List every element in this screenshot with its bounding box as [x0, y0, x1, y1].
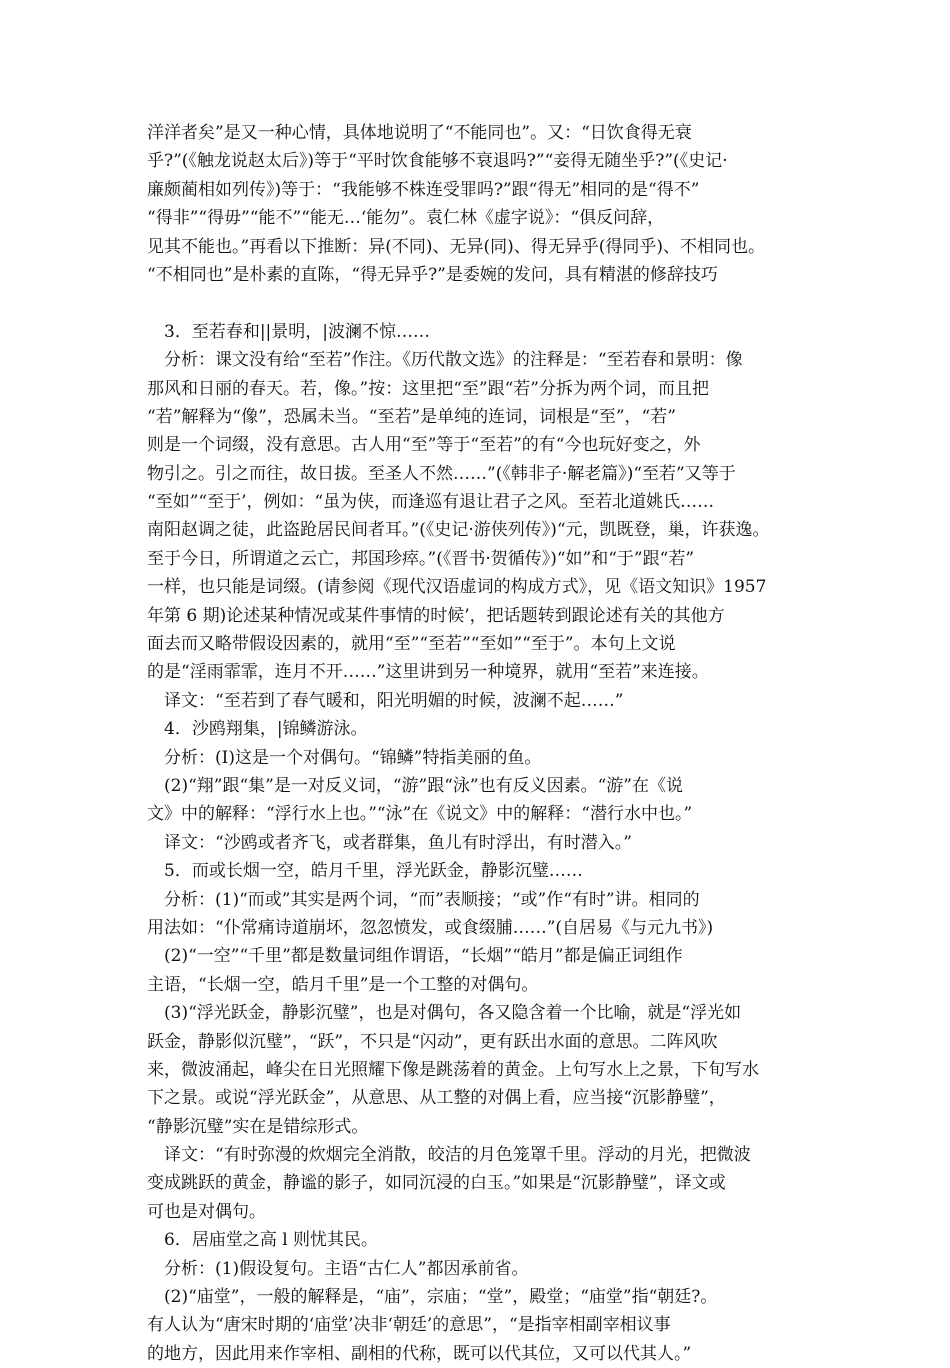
text-line: “静影沉璧”实在是错综形式。 — [147, 1116, 369, 1137]
text-line: 6．居庙堂之高 l 则忧其民。 — [147, 1230, 379, 1251]
text-line: 分析：(I)这是一个对偶句。“锦鳞”特指美丽的鱼。 — [147, 747, 542, 768]
text-line: 年第 6 期)论述某种情况或某件事情的时候’，把话题转到跟论述有关的其他方 — [147, 605, 725, 626]
text-line: 用法如：“仆常痛诗道崩坏，忽忽愤发，或食缀脯……”(自居易《与元九书》) — [147, 917, 714, 938]
text-line: 跃金，静影似沉璧”，“跃”，不只是“闪动”，更有跃出水面的意思。二阵风吹 — [147, 1031, 718, 1052]
text-line: 南阳赵调之徒，此盗跄居民间者耳。”(《史记·游侠列传》)“元，凯既登，巢，许获逸。 — [147, 520, 770, 541]
text-line: 下之景。或说“浮光跃金”，从意思、从工整的对偶上看，应当接“沉影静璧”， — [147, 1088, 726, 1109]
document-body — [147, 119, 807, 1368]
text-line: (2)“翔”跟“集”是一对反义词，“游”跟“泳”也有反义因素。“游”在《说 — [147, 775, 683, 796]
text-line: 一样，也只能是词缀。(请参阅《现代汉语虚词的构成方式》，见《语文知识》1957 — [147, 577, 767, 598]
text-line: “若”解释为“像”，恐属未当。“至若”是单纯的连词，词根是“至”，“若” — [147, 406, 676, 427]
text-line: 来，微波涌起，峰尖在日光照耀下像是跳荡着的黄金。上句写水上之景，下旬写水 — [147, 1059, 759, 1080]
text-line: 至于今日，所谓道之云亡，邦国珍瘁。”(《晋书·贺循传》)“如”和“于”跟“若” — [147, 548, 695, 569]
text-line: 洋洋者矣”是又一种心情，具体地说明了“不能同也”。又：“日饮食得无衰 — [147, 123, 692, 143]
text-line: 变成跳跃的黄金，静谧的影子，如同沉浸的白玉。”如果是“沉影静璧”，译文或 — [147, 1173, 726, 1194]
text-line: 则是一个词缀，没有意思。古人用“至”等于“至若”的有“今也玩好变之，外 — [147, 435, 701, 456]
text-line: 3．至若春和||景明，|波澜不惊…… — [147, 321, 430, 342]
text-line: 5．而或长烟一空，皓月千里，浮光跃金，静影沉璧…… — [147, 861, 583, 882]
text-line: 4．沙鸥翔集，|锦鳞游泳。 — [147, 719, 368, 740]
text-line: 那风和日丽的春天。若，像。”按：这里把“至”跟“若”分拆为两个词，而且把 — [147, 378, 709, 399]
text-line: 主语，“长烟一空，皓月千里”是一个工整的对偶句。 — [147, 974, 539, 995]
text-line: 的地方，因此用来作宰相、副相的代称，既可以代其位，又可以代其人。” — [147, 1343, 692, 1364]
text-line: 分析：(1)“而或”其实是两个词，“而”表顺接；“或”作“有时”讲。相同的 — [147, 889, 700, 910]
text-line: 有人认为“唐宋时期的‘庙堂’决非‘朝廷’的意思”，“是指宰相副宰相议事 — [147, 1315, 671, 1336]
text-line: 的是“淫雨霏霏，连月不开……”这里讲到另一种境界，就用“至若”来连接。 — [147, 662, 709, 683]
text-line: (3)“浮光跃金，静影沉璧”，也是对偶句，各又隐含着一个比喻，就是“浮光如 — [147, 1003, 742, 1024]
text-line: 分析：(1)假设复句。主语“古仁人”都因承前省。 — [147, 1258, 529, 1279]
text-line: 文》中的解释：“浮行水上也。”“泳”在《说文》中的解释：“潜行水中也。” — [147, 804, 693, 825]
text-line: 译文：“沙鸥或者齐飞，或者群集，鱼儿有时浮出，有时潜入。” — [147, 832, 632, 853]
paragraph-gap — [147, 289, 807, 317]
text-line: “得非”“得毋”“能不”“能无…‘能勿”。袁仁林《虚字说》：“俱反问辞， — [147, 208, 665, 229]
text-line: 廉颇蔺相如列传》)等于：“我能够不株连受罪吗?”跟“得无”相同的是“得不” — [147, 179, 700, 200]
text-line: 乎?”(《触龙说赵太后》)等于“平时饮食能够不衰退吗?”“妾得无随坐乎?”(《史记· — [147, 151, 728, 172]
text-line: 见其不能也。”再看以下推断：异(不同)、无异(同)、得无异乎(得同乎)、不相同也。 — [147, 236, 765, 257]
text-line: 译文：“至若到了春气暖和，阳光明媚的时候，波澜不起……” — [147, 690, 624, 711]
text-line: “至如”“至于’，例如：“虽为侠，而逢巡有退让君子之风。至若北道姚氏…… — [147, 492, 715, 513]
text-line: 面去而又略带假设因素的，就用“至”“至若”“至如”“至于”。本句上文说 — [147, 634, 676, 655]
text-line: 分析：课文没有给“至若”作注。《历代散文选》的注释是：“至若春和景明：像 — [147, 350, 743, 371]
text-line: (2)“一空”“千里”都是数量词组作谓语，“长烟”“皓月”都是偏正词组作 — [147, 946, 683, 967]
text-line: 物引之。引之而往，故日拔。至圣人不然……”(《韩非子·解老篇》)“至若”又等于 — [147, 463, 736, 484]
text-line: “不相同也”是朴素的直陈，“得无异乎?”是委婉的发问，具有精湛的修辞技巧 — [147, 264, 718, 285]
text-line: 译文：“有时弥漫的炊烟完全消散，皎洁的月色笼罩千里。浮动的月光，把微波 — [147, 1145, 751, 1166]
text-line: (2)“庙堂”，一般的解释是，“庙”，宗庙；“堂”，殿堂；“庙堂”指“朝廷?。 — [147, 1287, 718, 1308]
text-line: 可也是对偶句。 — [147, 1201, 266, 1222]
